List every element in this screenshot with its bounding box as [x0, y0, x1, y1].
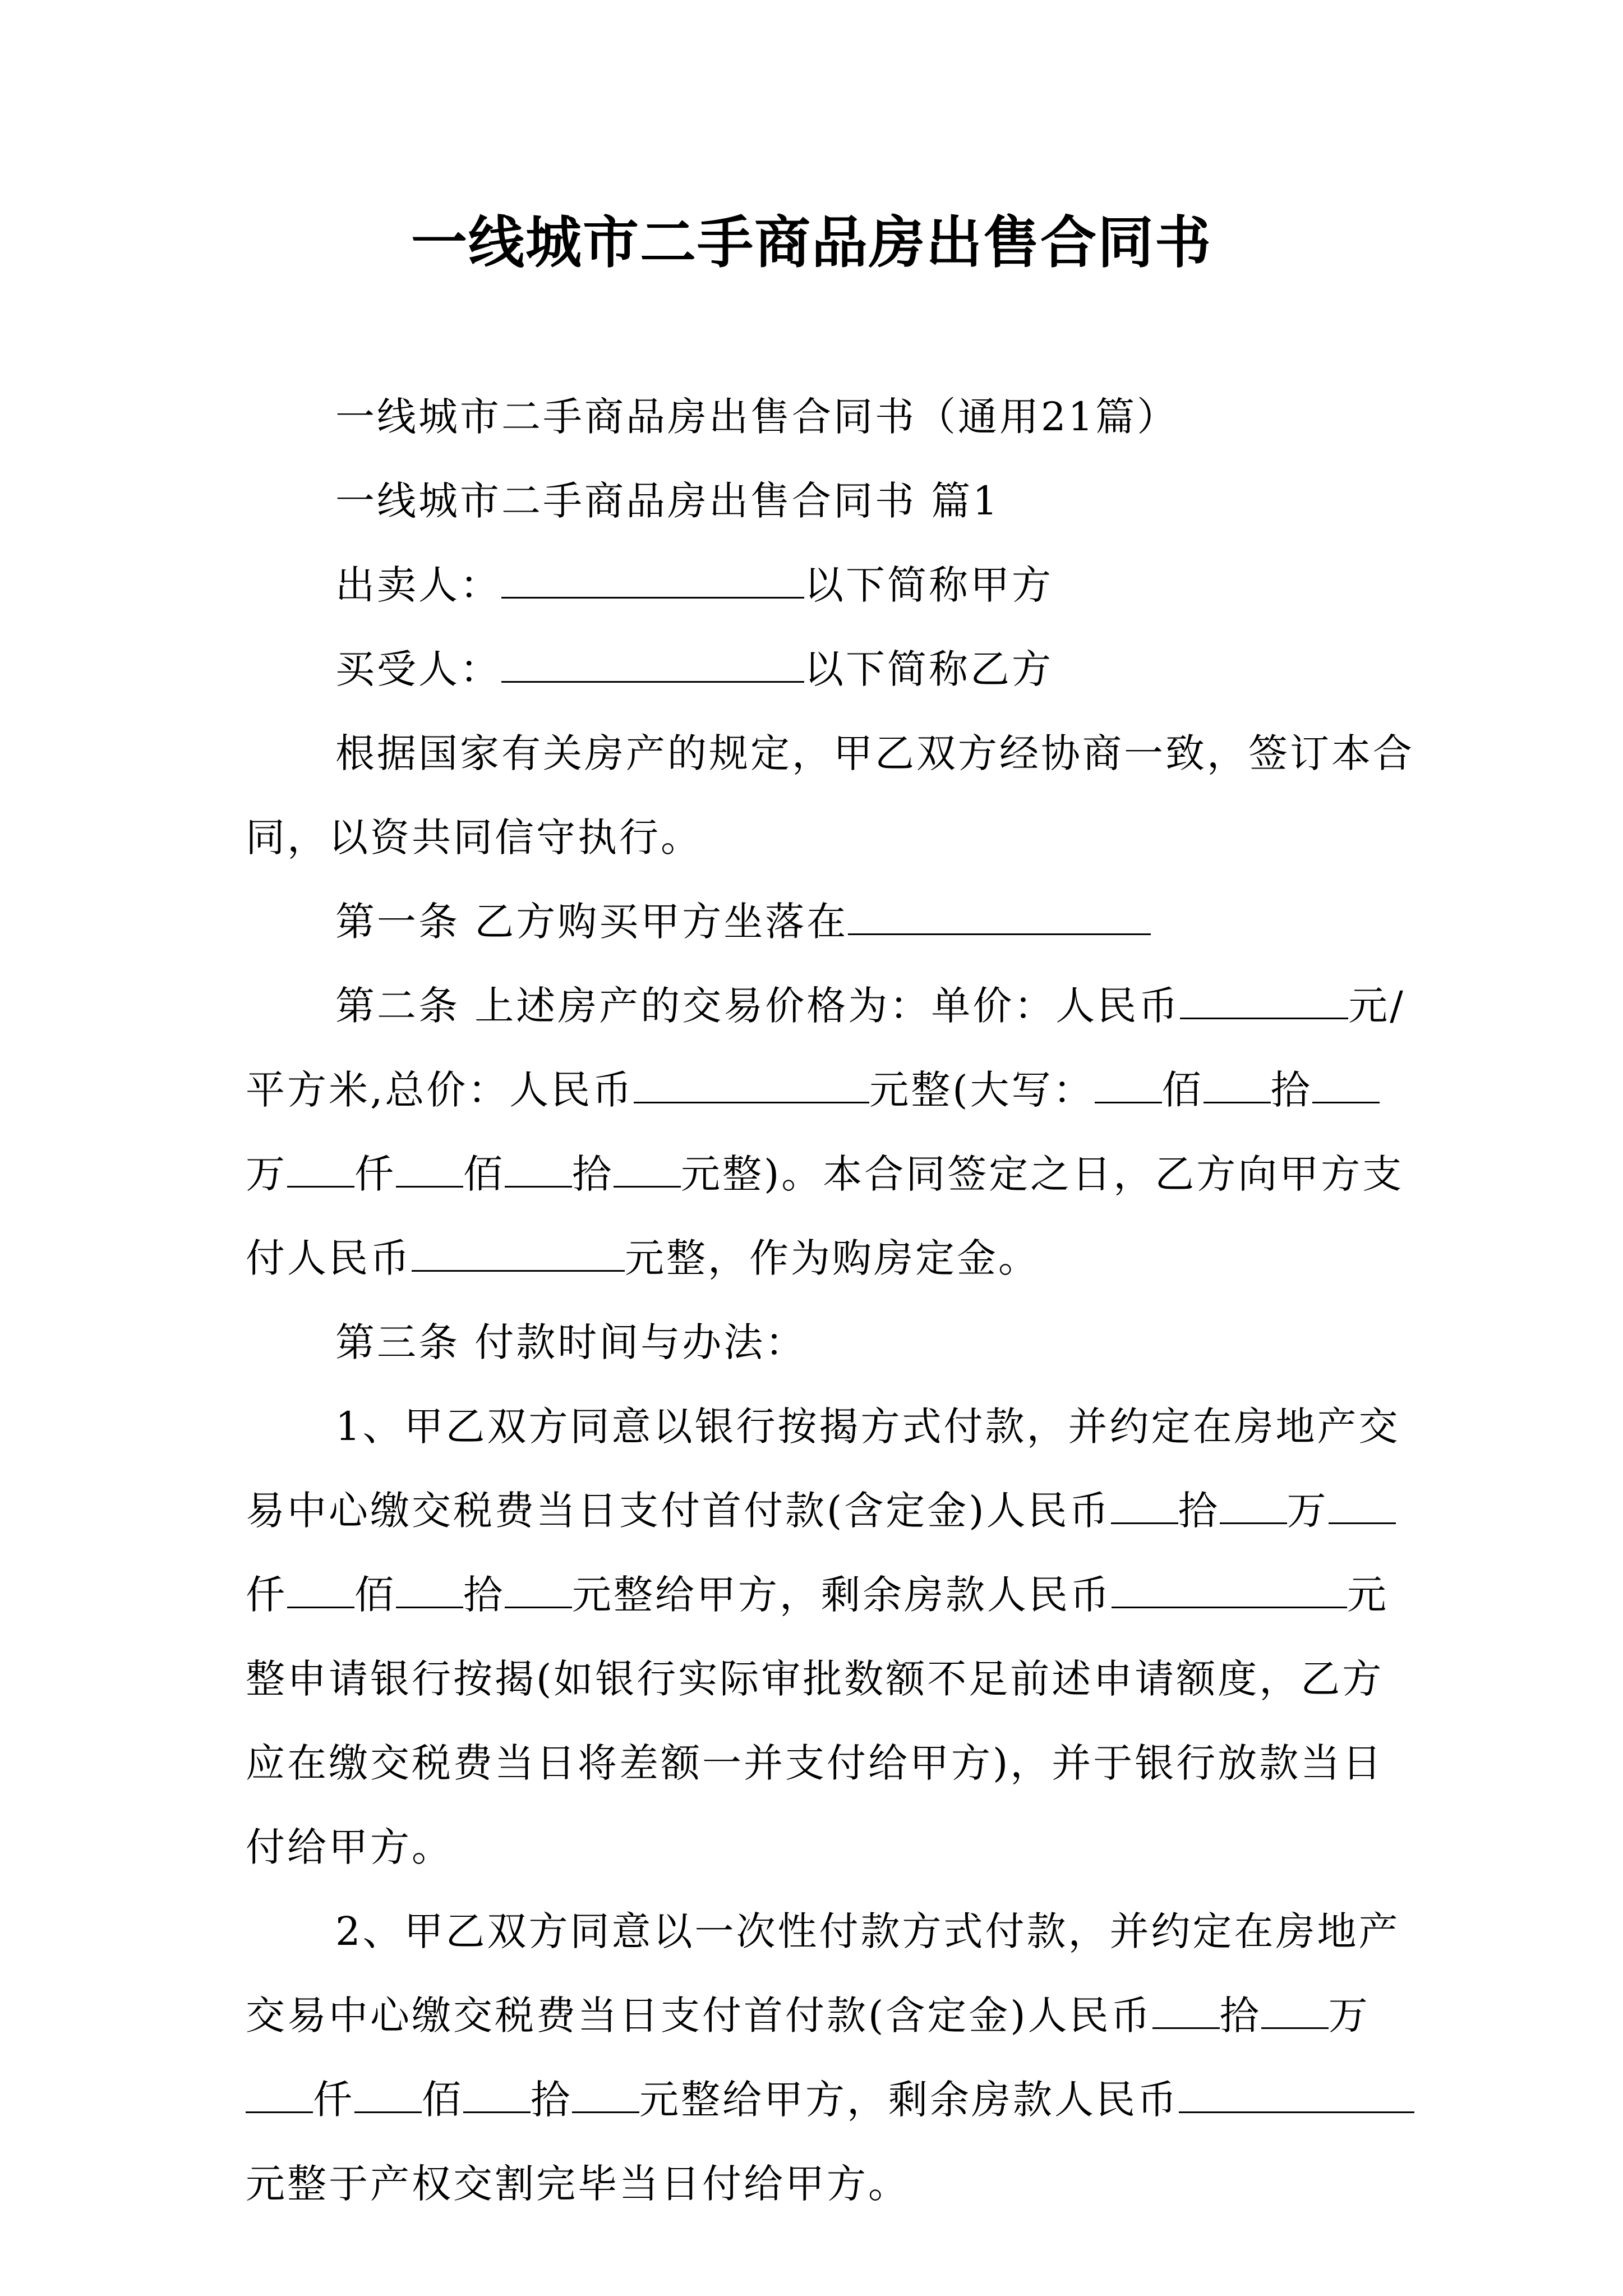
item-1-text-c: 元整申请银行按揭(如银行实际审批数额不足前述申请额度，乙方应在缴交税费当日将差额一并支付给甲方)，并于银行放款当日付给甲方。 [246, 1572, 1389, 1870]
item-2-text-b: 元整给甲方，剩余房款人民币 [639, 2077, 1179, 2123]
unit-qian: 仟 [246, 1572, 287, 1618]
unit-shi: 拾 [572, 1151, 614, 1197]
amount-blank [572, 2077, 639, 2113]
buyer-label: 买受人： [335, 646, 501, 692]
unit-shi: 拾 [1270, 1067, 1312, 1113]
location-blank [848, 899, 1151, 935]
seller-label: 出卖人： [335, 562, 501, 608]
amount-blank [396, 1151, 463, 1188]
item-2-text-a: 2、甲乙双方同意以一次性付款方式付款，并约定在房地产交易中心缴交税费当日支付首付款(含定金)人民币 [246, 1908, 1400, 2039]
unit-bai: 佰 [354, 1572, 396, 1618]
article-3 [246, 1300, 1418, 1384]
unit-wan: 万 [246, 1151, 287, 1197]
amount-blank [354, 2077, 422, 2113]
unit-bai: 佰 [463, 1151, 505, 1197]
article-2 [246, 964, 1418, 1300]
deposit-blank [412, 1235, 625, 1272]
amount-blank [287, 1151, 354, 1188]
amount-blank [1095, 1067, 1162, 1103]
article-3-text: 第三条 付款时间与办法： [335, 1319, 807, 1365]
article-2-text-e: 元整，作为购房定金。 [625, 1235, 1040, 1281]
unit-shi: 拾 [1178, 1488, 1220, 1534]
amount-blank [505, 1151, 572, 1188]
unit-bai: 佰 [1161, 1067, 1204, 1113]
article-1 [246, 880, 1418, 964]
unit-price-blank [1180, 983, 1348, 1019]
unit-shi: 拾 [463, 1572, 505, 1618]
buyer-suffix: 以下简称乙方 [804, 646, 1053, 692]
subtitle-text: 一线城市二手商品房出售合同书（通用21篇） [335, 394, 1179, 440]
seller-blank [501, 562, 804, 599]
amount-blank [396, 1572, 463, 1608]
intro-text: 根据国家有关房产的规定，甲乙双方经协商一致，签订本合同，以资共同信守执行。 [246, 730, 1414, 861]
article-1-text: 第一条 乙方购买甲方坐落在 [335, 899, 849, 945]
document-body [246, 375, 1418, 2226]
document-title: 一线城市二手商品房出售合同书 [411, 209, 1212, 275]
remaining-blank [1112, 1572, 1347, 1608]
unit-wan: 万 [1328, 1993, 1370, 2039]
unit-qian: 仟 [313, 2077, 354, 2123]
item-1-text-b: 元整给甲方，剩余房款人民币 [572, 1572, 1112, 1618]
buyer-blank [501, 646, 804, 683]
amount-blank [246, 2077, 313, 2113]
amount-blank [1152, 1993, 1220, 2029]
subtitle [246, 375, 1418, 459]
remaining-blank [1179, 2077, 1414, 2113]
item-1-text-a: 1、甲乙双方同意以银行按揭方式付款，并约定在房地产交易中心缴交税费当日支付首付款(含定金)人民币 [246, 1404, 1400, 1534]
item-1 [246, 1384, 1418, 1889]
intro-paragraph [246, 711, 1418, 880]
unit-bai: 佰 [422, 2077, 463, 2123]
chapter-text: 一线城市二手商品房出售合同书 篇1 [335, 478, 1000, 524]
unit-shi: 拾 [531, 2077, 572, 2123]
amount-blank [505, 1572, 572, 1608]
amount-blank [614, 1151, 681, 1188]
amount-blank [463, 2077, 531, 2113]
amount-blank [1329, 1488, 1396, 1524]
seller-line [246, 543, 1418, 627]
amount-blank [1220, 1488, 1287, 1524]
item-2-text-c: 元整于产权交割完毕当日付给甲方。 [246, 2161, 910, 2207]
seller-suffix: 以下简称甲方 [804, 562, 1053, 608]
amount-blank [1204, 1067, 1271, 1103]
article-2-text-a: 第二条 上述房产的交易价格为：单价：人民币 [335, 983, 1181, 1029]
amount-blank [1111, 1488, 1178, 1524]
amount-blank [1261, 1993, 1329, 2029]
amount-blank [1312, 1067, 1380, 1103]
item-2 [246, 1889, 1418, 2226]
total-price-blank [634, 1067, 869, 1103]
amount-blank [287, 1572, 354, 1608]
unit-qian: 仟 [354, 1151, 396, 1197]
unit-shi: 拾 [1219, 1993, 1261, 2039]
buyer-line [246, 627, 1418, 711]
chapter-heading [246, 459, 1418, 543]
article-2-text-c: 元整(大写： [869, 1067, 1095, 1113]
article-2-text-b: 元/平方米,总价：人民币 [246, 983, 1405, 1113]
unit-wan: 万 [1287, 1488, 1329, 1534]
article-2-text-d: 元整)。本合同签定之日，乙方向甲方支付人民币 [246, 1151, 1404, 1281]
